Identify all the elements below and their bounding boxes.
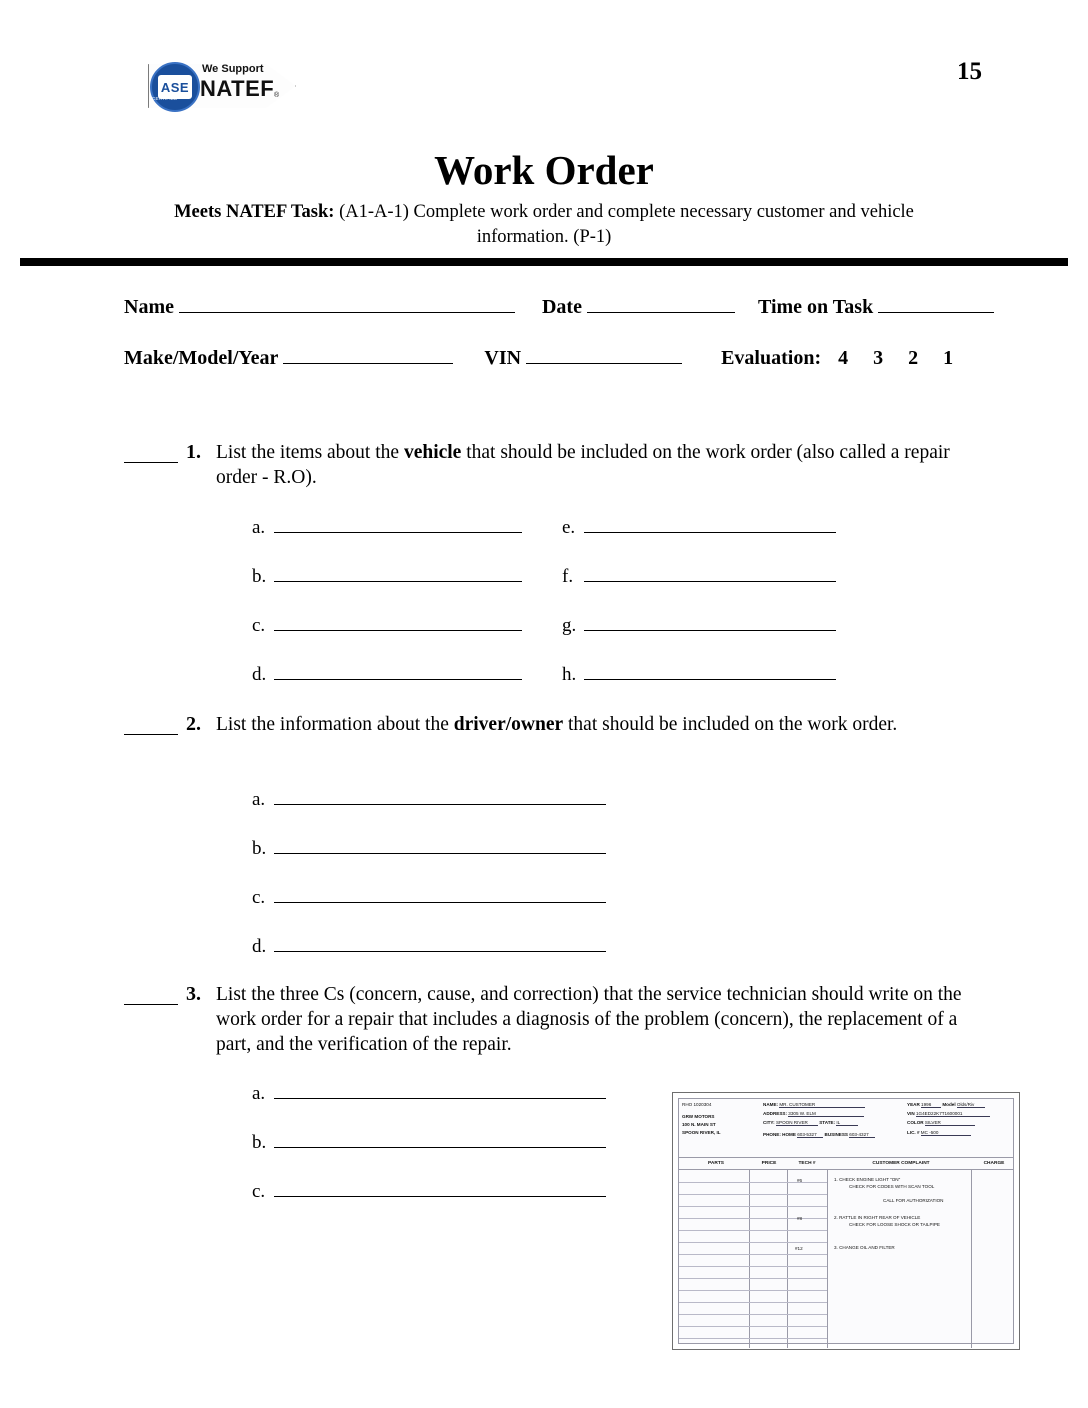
answer-blank-2b[interactable] — [274, 837, 606, 854]
answer-letter: b. — [252, 838, 267, 859]
sample-city-label: CITY: — [763, 1120, 775, 1126]
question-3 — [124, 982, 980, 1057]
question-1-text-bold: vehicle — [403, 442, 462, 463]
question-2 — [124, 712, 980, 737]
sample-col-parts: PARTS — [708, 1161, 724, 1166]
name-label: Name — [124, 296, 174, 318]
answer-blank-2d[interactable] — [274, 935, 606, 952]
question-1 — [124, 440, 980, 490]
sample-col-complaint: CUSTOMER COMPLAINT — [872, 1161, 930, 1166]
sample-complaint-3-line-1: 3. CHANGE OIL AND FILTER — [834, 1245, 895, 1250]
sample-vehicle-block — [907, 1102, 1010, 1139]
sample-ro-number: RHO 1020304 — [682, 1102, 712, 1107]
sample-phone-home-label: PHONE: HOME — [763, 1132, 796, 1138]
question-3-score-blank[interactable] — [124, 990, 178, 1005]
answer-letter: g. — [562, 615, 577, 636]
sample-divider-complaint-charge — [971, 1170, 972, 1348]
sample-table-body — [679, 1170, 1013, 1348]
question-2-text-before: List the information about the — [216, 714, 454, 735]
sample-work-order-form — [678, 1098, 1014, 1344]
answer-letter: a. — [252, 517, 266, 538]
question-2-score-blank[interactable] — [124, 720, 178, 735]
sample-vin-label: VIN — [907, 1111, 915, 1117]
answer-letter: f. — [562, 566, 574, 587]
registered-mark: ® — [274, 92, 280, 99]
sample-col-charge: CHARGE — [983, 1161, 1005, 1166]
vin-label: VIN — [484, 347, 522, 369]
evaluation-label: Evaluation: — [721, 347, 822, 369]
sample-shop-address: 100 N. MAIN ST — [682, 1122, 716, 1128]
natef-task-line — [128, 200, 960, 250]
sample-complaint-2-line-2: CHECK FOR LOOSE SHOCK OR TAILPIPE — [849, 1222, 940, 1227]
answer-blank-3b[interactable] — [274, 1131, 606, 1148]
sample-shop-city: SPOON RIVER, IL — [682, 1130, 721, 1136]
question-3-text-before: List the three Cs (concern, cause, and correction) that the service technician should write on the work order for a repair that includes a diagnosis of the problem (concern), the replacement of a part, and the verification of the repair. — [216, 984, 962, 1055]
answer-letter: b. — [252, 566, 267, 587]
question-2-text-after: that should be included on the work order. — [563, 714, 898, 735]
sample-header-area — [679, 1099, 1013, 1158]
question-2-text — [216, 712, 980, 737]
sample-tech-3: #12 — [795, 1246, 803, 1251]
ase-gear-icon — [150, 62, 200, 112]
page-title: Work Order — [434, 147, 654, 193]
sample-model-label: Model — [942, 1102, 956, 1107]
make-model-year-label: Make/Model/Year — [124, 347, 279, 369]
sample-complaint-2-line-1: 2. RATTLE IN RIGHT REAR OF VEHICLE — [834, 1215, 921, 1220]
answer-blank-1b[interactable] — [274, 565, 522, 582]
sample-lic-value: MC -500 — [921, 1130, 971, 1136]
sample-col-price: PRICE — [761, 1161, 777, 1166]
date-label: Date — [541, 296, 582, 318]
sample-state-value: IL — [836, 1120, 858, 1126]
answer-letter: a. — [252, 1083, 266, 1104]
task-text: (A1-A-1) Complete work order and complete necessary customer and vehicle information. (P-1) — [339, 202, 914, 247]
sample-divider-tech-complaint — [827, 1170, 828, 1348]
answer-letter: a. — [252, 789, 266, 810]
answer-blank-1h[interactable] — [584, 663, 836, 680]
sample-shop-name: GRW MOTORS — [682, 1114, 715, 1119]
sample-column-headers — [679, 1158, 1013, 1170]
ase-certified-text: CERTIFIED — [152, 96, 178, 101]
question-1-number: 1. — [186, 441, 201, 463]
task-label: Meets NATEF Task: — [174, 202, 335, 222]
ase-logo-text: ASE — [158, 75, 192, 99]
sample-complaint-1-line-3: CALL FOR AUTHORIZATION — [883, 1198, 944, 1203]
question-3-answers — [252, 1082, 712, 1212]
answer-blank-1c[interactable] — [274, 614, 522, 631]
header-divider — [20, 258, 1068, 266]
sample-phone-home-value: 603-5327 — [797, 1132, 823, 1138]
answer-blank-2c[interactable] — [274, 886, 606, 903]
answer-blank-1e[interactable] — [584, 516, 836, 533]
we-support-text: We Support — [202, 63, 264, 75]
sample-complaint-1-line-1: 1. CHECK ENGINE LIGHT "ON" — [834, 1177, 901, 1182]
sample-divider-price-tech — [787, 1170, 788, 1348]
time-on-task-label: Time on Task — [757, 296, 874, 318]
sample-divider-parts-price — [749, 1170, 750, 1348]
sample-address-label: ADDRESS: — [763, 1111, 787, 1117]
sample-phone-business-value: 603-4327 — [849, 1132, 875, 1138]
natef-logo — [140, 56, 308, 118]
sample-work-order-image — [672, 1092, 1020, 1350]
date-input[interactable] — [587, 294, 735, 313]
answer-blank-1d[interactable] — [274, 663, 522, 680]
sample-address-value: 3305 W. ELM — [788, 1111, 864, 1117]
question-1-answers — [252, 516, 992, 696]
sample-year-label: YEAR — [907, 1102, 920, 1107]
question-2-number: 2. — [186, 713, 201, 735]
question-1-score-blank[interactable] — [124, 448, 178, 463]
answer-letter: c. — [252, 615, 266, 636]
sample-model-value: Olds/Riv — [957, 1102, 985, 1108]
time-on-task-input[interactable] — [878, 294, 994, 313]
sample-year-value: 1996 — [921, 1102, 941, 1108]
sample-tech-1: #6 — [797, 1178, 803, 1183]
evaluation-scale[interactable]: 4 3 2 1 — [838, 347, 964, 369]
sample-color-value: SILVER — [925, 1120, 975, 1126]
answer-blank-1f[interactable] — [584, 565, 836, 582]
sample-customer-block — [763, 1102, 903, 1142]
answer-letter: h. — [562, 664, 577, 685]
fields-row-one — [124, 294, 978, 319]
answer-blank-3a[interactable] — [274, 1082, 606, 1099]
page-number: 15 — [957, 58, 982, 85]
sample-city-value: SPOON RIVER — [776, 1120, 818, 1126]
answer-blank-1g[interactable] — [584, 614, 836, 631]
question-1-text — [216, 440, 980, 490]
name-input[interactable] — [179, 294, 515, 313]
answer-letter: d. — [252, 664, 267, 685]
answer-letter: c. — [252, 1181, 266, 1202]
sample-phone-business-label: BUSINESS — [824, 1132, 848, 1138]
answer-letter: d. — [252, 936, 267, 957]
sample-col-tech: TECH # — [798, 1161, 816, 1166]
make-model-year-input[interactable] — [283, 345, 453, 364]
answer-blank-1a[interactable] — [274, 516, 522, 533]
sample-shop-block — [682, 1102, 760, 1139]
question-2-text-bold: driver/owner — [453, 714, 564, 735]
sample-lic-label: LIC. # — [907, 1129, 920, 1135]
question-1-text-before: List the items about the — [216, 442, 404, 463]
answer-letter: b. — [252, 1132, 267, 1153]
answer-letter: e. — [562, 517, 576, 538]
question-3-number: 3. — [186, 983, 201, 1005]
sample-name-label: NAME: — [763, 1102, 779, 1107]
sample-complaint-1-line-2: CHECK FOR CODES WITH SCAN TOOL — [849, 1184, 935, 1189]
fields-row-two — [124, 345, 978, 370]
question-1-text-after: that should be included on the work order (also called a repair order - R.O). — [216, 442, 950, 488]
answer-blank-2a[interactable] — [274, 788, 606, 805]
vin-input[interactable] — [526, 345, 682, 364]
sample-vin-value: 1G4ED22K7T1600001 — [916, 1111, 990, 1117]
sample-tech-2: #8 — [797, 1216, 803, 1221]
sample-state-label: STATE: — [819, 1120, 836, 1126]
answer-blank-3c[interactable] — [274, 1180, 606, 1197]
natef-text: NATEF — [200, 76, 275, 101]
sample-color-label: COLOR — [907, 1120, 924, 1126]
question-3-text — [216, 982, 980, 1057]
question-2-answers — [252, 788, 712, 968]
sample-name-value: MR. CUSTOMER — [779, 1102, 865, 1108]
answer-letter: c. — [252, 887, 266, 908]
